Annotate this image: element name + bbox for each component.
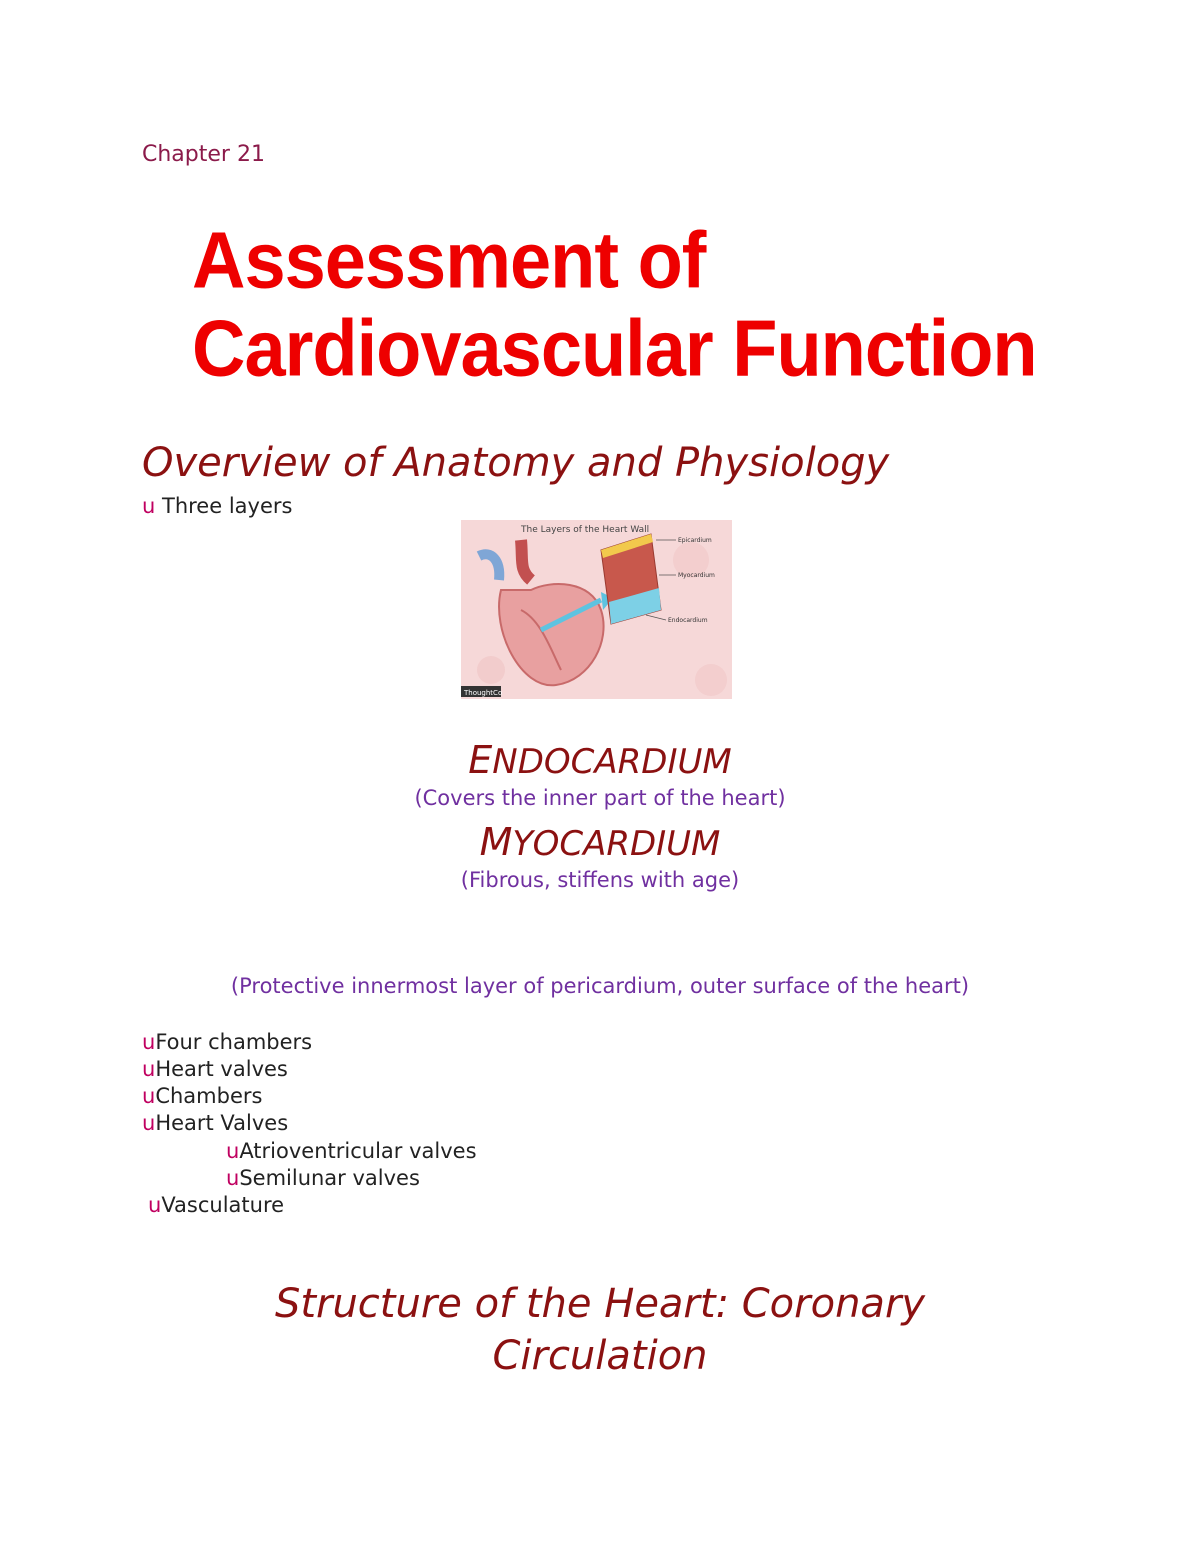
chapter-label: Chapter 21 (142, 142, 265, 167)
overview-heading: Overview of Anatomy and Physiology (142, 440, 890, 486)
endocardium-rest: NDOCARDIUM (492, 742, 732, 782)
list-subitem: uAtrioventricular valves (226, 1139, 477, 1163)
three-layers-label: Three layers (162, 494, 293, 518)
document-title-line-1: Assessment of (192, 215, 706, 305)
endocardium-heading (0, 738, 1200, 782)
figure-credit: ThoughtCo (464, 689, 503, 697)
structure-heading: Structure of the Heart: Coronary Circulation (274, 1281, 926, 1379)
endocardium-initial: E (468, 738, 493, 782)
list-subitem: uSemilunar valves (226, 1166, 420, 1190)
list-item: uFour chambers (142, 1030, 313, 1054)
heart-wall-layers-figure (461, 520, 732, 699)
list-item: uHeart valves (142, 1057, 288, 1081)
figure-label-myocardium: Myocardium (678, 572, 715, 579)
myocardium-initial: M (479, 820, 513, 864)
figure-label-endocardium: Endocardium (668, 617, 708, 624)
myocardium-heading (0, 820, 1200, 864)
list-item: uChambers (142, 1084, 263, 1108)
document-title-line-2: Cardiovascular Function (192, 303, 1037, 393)
endocardium-note: (Covers the inner part of the heart) (414, 786, 786, 810)
three-layers-item (142, 494, 292, 518)
pericardium-note: (Protective innermost layer of pericardium, outer surface of the heart) (230, 974, 970, 998)
bullet-glyph: u (142, 494, 156, 518)
list-item: uVasculature (148, 1193, 285, 1217)
figure-label-epicardium: Epicardium (678, 537, 712, 544)
myocardium-note: (Fibrous, stiffens with age) (460, 868, 740, 892)
list-item: uHeart Valves (142, 1111, 289, 1135)
myocardium-rest: YOCARDIUM (512, 824, 721, 864)
figure-title: The Layers of the Heart Wall (521, 525, 650, 535)
